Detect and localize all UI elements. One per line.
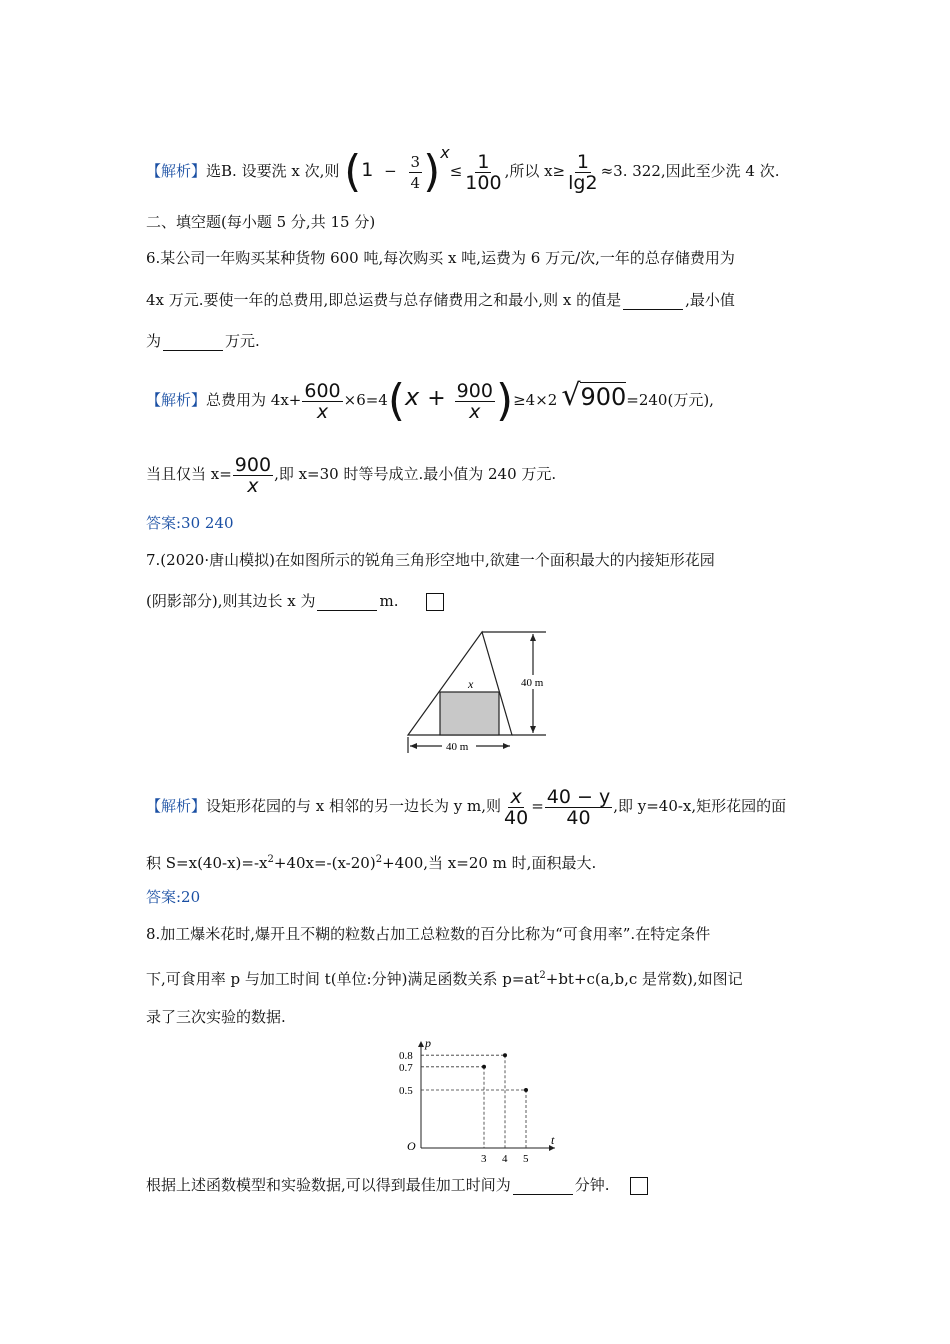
scatter-chart bbox=[395, 1035, 565, 1167]
right-paren: ) bbox=[495, 375, 514, 426]
q6-answer: 答案:30 240 bbox=[146, 514, 234, 532]
fraction-900-x: $\frac{900}{x}$ bbox=[456, 379, 493, 423]
q7-solution-2: 积 $S=x(40-x)=-x^2+40x=-(x-20)^2+400$,当 x=20 m 时,面积最大. bbox=[146, 854, 597, 872]
fraction-1-100: $\frac{1}{100}$ bbox=[465, 150, 502, 194]
sqrt-symbol: √ bbox=[561, 378, 581, 413]
section-title: 二、填空题(每小题 5 分,共 15 分) bbox=[146, 213, 376, 231]
q5-text-3: ≈3. 322,因此至少洗 4 次. bbox=[600, 162, 780, 180]
q5-solution bbox=[146, 131, 780, 197]
checkbox[interactable] bbox=[630, 1177, 648, 1195]
left-paren: ( bbox=[387, 375, 406, 426]
x-tick-label: 4 bbox=[502, 1153, 508, 1165]
q6-solution-2: 当且仅当 x= $\frac{900}{x}$ ,即 x=30 时等号成立.最小值为 240 万元. bbox=[146, 453, 557, 497]
q7-solution-1: 【解析】设矩形花园的与 x 相邻的另一边长为 y m,则 $\frac{x}{40}$ = $\frac{40 - y}{40}$ ,即 y=40-x,矩形花园的面 bbox=[146, 785, 787, 829]
fraction-900-x: $\frac{900}{x}$ bbox=[234, 453, 272, 497]
q5-text-1: 选B. 设要洗 x 次,则 bbox=[206, 162, 340, 180]
q6-line-3: 为 万元. bbox=[146, 332, 260, 350]
fraction-40-y-40: $\frac{40 - y}{40}$ bbox=[546, 785, 611, 829]
solution-tag: 【解析】 bbox=[146, 391, 207, 409]
data-point bbox=[524, 1088, 528, 1092]
q7-line-1: 7.(2020·唐山模拟)在如图所示的锐角三角形空地中,欲建一个面积最大的内接矩形花园 bbox=[146, 551, 715, 569]
q8-line-2: 下,可食用率 p 与加工时间 t(单位:分钟)满足函数关系 $p=at^2+bt+c(a,b,c$ 是常数),如图记 bbox=[146, 970, 743, 988]
shaded-rectangle bbox=[440, 692, 499, 735]
y-tick-label: 0.5 bbox=[399, 1085, 413, 1097]
fraction-3-4: $\frac{3}{4}$ bbox=[410, 152, 421, 192]
fraction-x-40: $\frac{x}{40}$ bbox=[504, 785, 529, 829]
y-axis-arrow bbox=[418, 1041, 424, 1047]
q7-answer: 答案:20 bbox=[146, 888, 201, 906]
solution-tag: 【解析】 bbox=[146, 797, 207, 815]
q6-line-1: 6.某公司一年购买某种货物 600 吨,每次购买 x 吨,运费为 6 万元/次,一年的总存储费用为 bbox=[146, 249, 735, 267]
x-axis-label: t bbox=[551, 1133, 555, 1147]
sqrt-value: 900 bbox=[580, 383, 627, 411]
answer-blank[interactable] bbox=[163, 336, 223, 351]
triangle-figure bbox=[400, 625, 560, 760]
checkbox[interactable] bbox=[426, 593, 444, 611]
answer-blank[interactable] bbox=[513, 1180, 573, 1195]
origin-label: O bbox=[407, 1139, 416, 1153]
x-tick-label: 5 bbox=[523, 1153, 529, 1165]
data-point bbox=[503, 1053, 507, 1057]
q6-line-2: 4x 万元.要使一年的总费用,即总运费与总存储费用之和最小,则 x 的值是 ,最小值 bbox=[146, 291, 735, 309]
q5-one: 1 bbox=[361, 159, 374, 181]
y-tick-label: 0.7 bbox=[399, 1061, 413, 1074]
q8-line-4: 根据上述函数模型和实验数据,可以得到最佳加工时间为 分钟. bbox=[146, 1175, 648, 1195]
q5-minus: − bbox=[384, 162, 397, 180]
data-point bbox=[482, 1065, 486, 1069]
answer-blank[interactable] bbox=[317, 596, 377, 611]
solution-tag: 【解析】 bbox=[146, 162, 207, 180]
label-height: 40 m bbox=[521, 677, 544, 689]
answer-blank[interactable] bbox=[623, 295, 683, 310]
fraction-1-lg2: $\frac{1}{\lg 2}$ bbox=[568, 150, 598, 194]
q7-line-2: (阴影部分),则其边长 x 为 m. bbox=[146, 591, 444, 611]
q8-line-3: 录了三次实验的数据. bbox=[146, 1008, 286, 1026]
y-axis-label: p bbox=[425, 1036, 431, 1050]
q5-text-2: ,所以 x≥ bbox=[504, 162, 566, 180]
fraction-600-x: $\frac{600}{x}$ bbox=[304, 379, 341, 423]
right-paren: ) bbox=[423, 146, 441, 197]
q5-le: ≤ bbox=[449, 162, 463, 180]
label-x: x bbox=[468, 677, 474, 691]
left-paren: ( bbox=[344, 146, 362, 197]
y-tick-label: 0.8 bbox=[399, 1050, 413, 1063]
x-tick-label: 3 bbox=[481, 1153, 487, 1165]
q8-line-1: 8.加工爆米花时,爆开且不糊的粒数占加工总粒数的百分比称为“可食用率”.在特定条件 bbox=[146, 925, 711, 943]
label-width: 40 m bbox=[446, 741, 469, 753]
q6-solution-1: 【解析】总费用为 4x+ $\frac{600}{x}$ ×6=4(x + $\frac{900}{x}$ )≥4×2 √900=240(万元), bbox=[146, 375, 714, 426]
q5-exponent: x bbox=[440, 143, 450, 162]
